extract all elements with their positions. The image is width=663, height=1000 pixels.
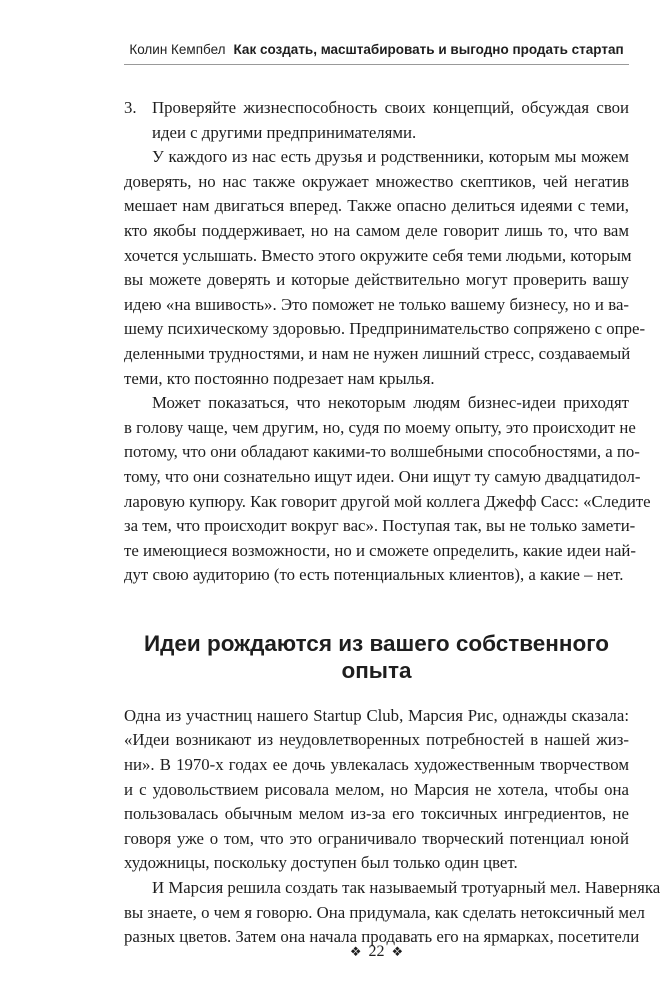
paragraph-line: теми, кто постоянно подрезает нам крылья. (124, 368, 435, 388)
running-header (0, 0, 663, 80)
page-number: 22 (368, 943, 385, 960)
paragraph-line: деленными трудностями, и нам не нужен лишний стресс, создаваемый (124, 343, 631, 363)
paragraph-line: шему психическому здоровью. Предпринимательство сопряжено с опре- (124, 319, 646, 339)
page-footer (124, 943, 629, 961)
header-author: Колин Кемпбел (129, 42, 226, 57)
header-rule (124, 64, 629, 65)
paragraph-line: мешает нам двигаться вперед. Также опасно делиться идеями с теми, (124, 196, 629, 216)
header-book-title: Как создать, масштабировать и выгодно продать стартап (233, 42, 624, 57)
paragraph (124, 876, 661, 950)
ornament-icon: ❖ (349, 944, 362, 959)
header-text (124, 42, 629, 57)
paragraph-line: вы знаете, о чем я говорю. Она придумала, как сделать нетоксичный мел (124, 902, 645, 922)
paragraph-line: те имеющиеся возможности, но и сможете определить, какие идеи най- (124, 540, 636, 560)
paragraph-line: Одна из участниц нашего Startup Club, Марсия Рис, однажды сказала: (124, 705, 629, 725)
paragraph-line: идею «на вшивость». Это поможет не только вашему бизнесу, но и ва- (124, 294, 629, 314)
paragraph (124, 704, 629, 876)
paragraph (124, 391, 651, 588)
paragraph-line: вы можете доверять и которые действительно могут проверить вашу (124, 270, 629, 290)
paragraph-line: У каждого из нас есть друзья и родственники, которым мы можем (152, 147, 629, 167)
page-body (124, 96, 661, 950)
paragraph-line: хочется услышать. Вместо этого окружите себя теми людьми, которым (124, 245, 632, 265)
list-item-number: 3. (124, 98, 137, 117)
paragraph-line: «Идеи возникают из неудовлетворенных потребностей в нашей жиз- (124, 730, 629, 750)
paragraph-line: ларовую купюру. Как говорит другой мой коллега Джефф Сасс: «Следите (124, 491, 651, 511)
paragraph-line: Может показаться, что некоторым людям бизнес-идеи приходят (152, 393, 629, 413)
paragraph (124, 145, 646, 391)
paragraph-line: кто якобы поддерживает, но на самом деле говорит лишь то, что вам (124, 220, 629, 240)
paragraph-line: говоря уже о том, что это ограничивало творческий потенциал юной (124, 828, 629, 848)
heading-line: Идеи рождаются из вашего собственного (143, 630, 610, 656)
ornament-icon: ❖ (391, 944, 404, 959)
paragraph-line: и с удовольствием рисовала мелом, но Марсия не хотела, чтобы она (124, 779, 629, 799)
paragraph-line: художницы, поскольку доступен был только один цвет. (124, 853, 518, 873)
paragraph-line: дут свою аудиторию (то есть потенциальных клиентов), а какие – нет. (124, 565, 624, 585)
paragraph-line: в голову чаще, чем другим, но, судя по моему опыту, это происходит не (124, 417, 636, 437)
paragraph-line: пользовалась обычным мелом из-за его токсичных ингредиентов, не (124, 804, 629, 824)
paragraph-line: доверять, но нас также окружает множество скептиков, чей негатив (124, 171, 629, 191)
numbered-list-item (124, 96, 629, 145)
paragraph-line: тому, что они сознательно ищут идеи. Они ищут ту самую двадцатидол- (124, 466, 641, 486)
list-item-line: идеи с другими предпринимателями. (152, 122, 417, 142)
paragraph-line: ни». В 1970-х годах ее дочь увлекалась художественным творчеством (124, 755, 629, 775)
list-item-line: Проверяйте жизнеспособность своих концепций, обсуждая свои (152, 98, 629, 117)
paragraph-line: И Марсия решила создать так называемый тротуарный мел. Наверняка (152, 878, 661, 898)
section-heading (124, 630, 629, 684)
paragraph-line: за тем, что происходит вокруг вас». Поступая так, вы не только замети- (124, 516, 636, 536)
heading-line: опыта (341, 657, 412, 683)
paragraph-line: разных цветов. Затем она начала продавать его на ярмарках, посетители (124, 927, 640, 947)
paragraph-line: потому, что они обладают какими-то волшебными способностями, а по- (124, 442, 640, 462)
